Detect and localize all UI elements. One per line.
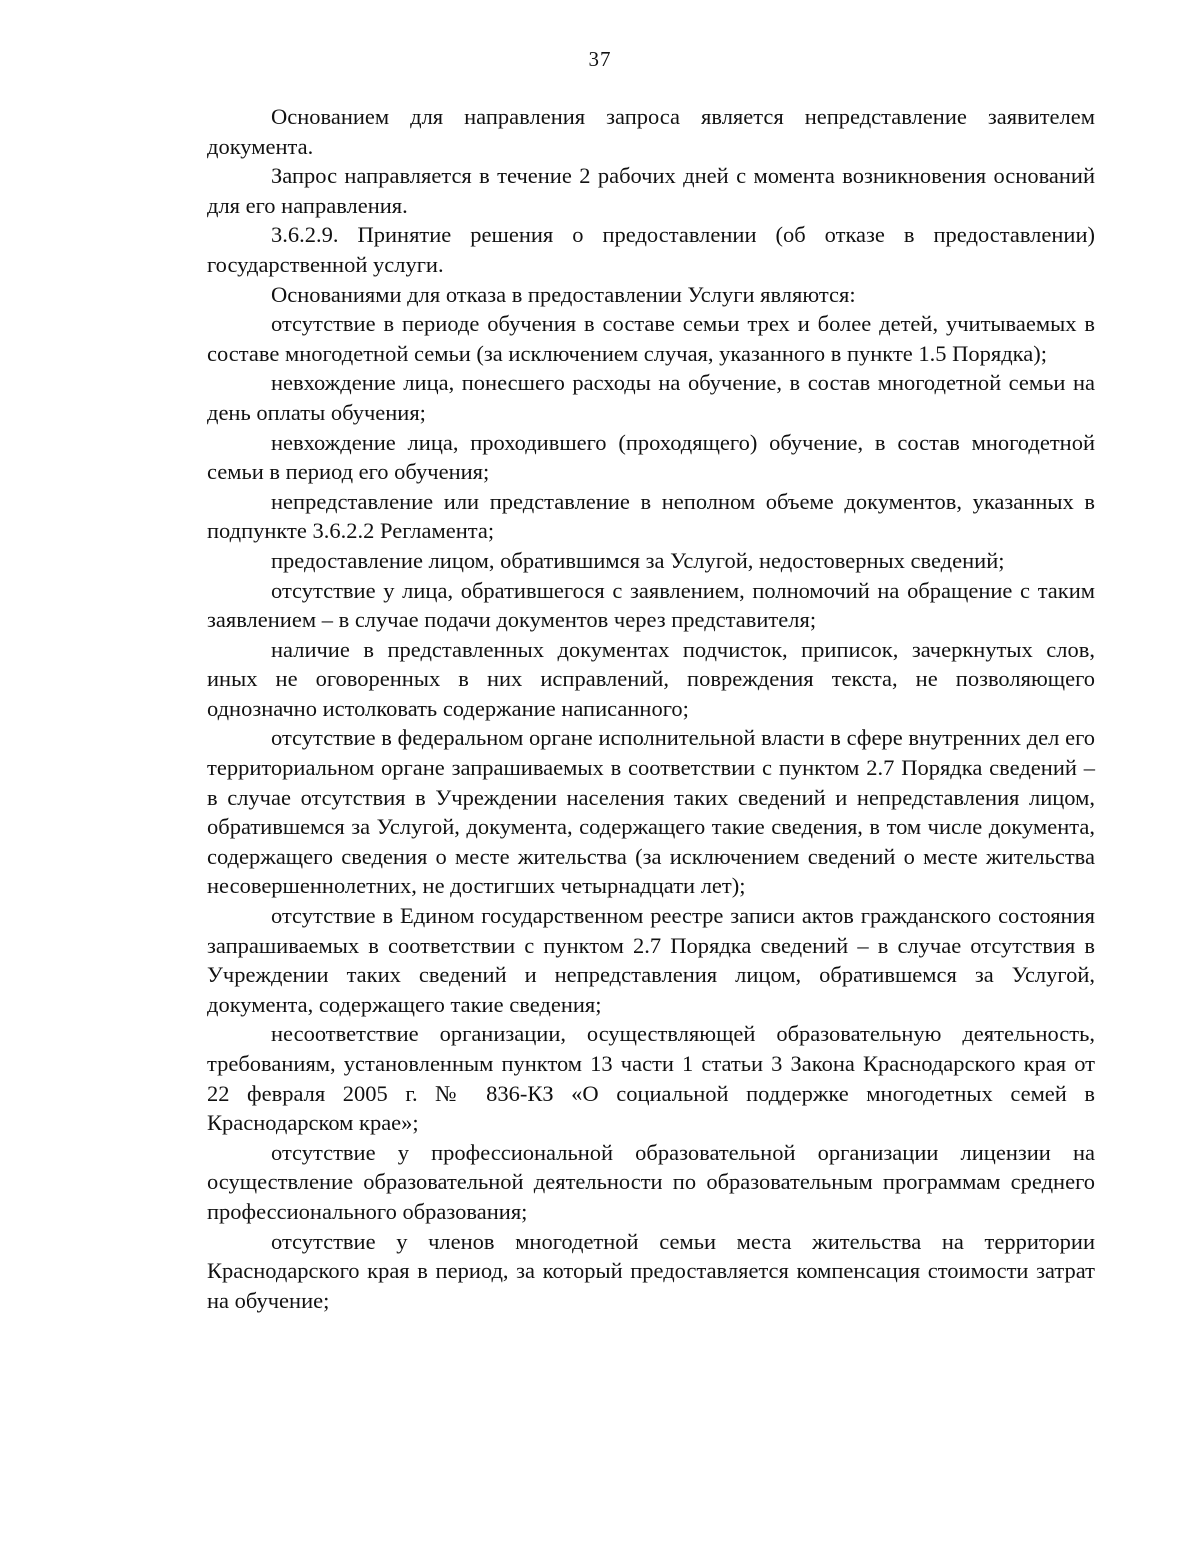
list-item-refusal-ground: отсутствие у профессиональной образовательной организации лицензии на осуществление образовательной деятельности по образовательным программам среднего профессионального образования; xyxy=(207,1139,1095,1224)
list-item-refusal-ground: предоставление лицом, обратившимся за Услугой, недостоверных сведений; xyxy=(271,547,1005,573)
paragraph-request-basis: Основанием для направления запроса является непредставление заявителем документа. xyxy=(207,104,1095,159)
page-number: 37 xyxy=(588,47,612,71)
list-item-refusal-ground: отсутствие у лица, обратившегося с заявлением, полномочий на обращение с таким заявлением – в случае подачи документов через представителя; xyxy=(207,577,1095,633)
paragraph-section-3-6-2-9: 3.6.2.9. Принятие решения о предоставлении (об отказе в предоставлении) государственной услуги. xyxy=(207,222,1095,277)
paragraph-refusal-grounds-intro: Основаниями для отказа в предоставлении Услуги являются: xyxy=(271,281,856,307)
list-item-refusal-ground: наличие в представленных документах подчисток, приписок, зачеркнутых слов, иных не оговоренных в них исправлений, повреждения текста, не позволяющего однозначно истолковать содержание написанного; xyxy=(207,636,1095,721)
list-item-refusal-ground: отсутствие в Едином государственном реестре записи актов гражданского состояния запрашиваемых в соответствии с пунктом 2.7 Порядка сведений – в случае отсутствия в Учреждении таких сведений и непредставления лицом, обратившемся за Услугой, документа, содержащего такие сведения; xyxy=(207,903,1095,1017)
list-item-refusal-ground: отсутствие у членов многодетной семьи места жительства на территории Краснодарского края в период, за который предоставляется компенсация стоимости затрат на обучение; xyxy=(207,1228,1095,1313)
list-item-refusal-ground: отсутствие в федеральном органе исполнительной власти в сфере внутренних дел его территориальном органе запрашиваемых в соответствии с пунктом 2.7 Порядка сведений – в случае отсутствия в Учреждении населения таких сведений и непредставления лицом, обратившемся за Услугой, документа, содержащего такие сведения, в том числе документа, содержащего сведения о месте жительства (за исключением сведений о месте жительства несовершеннолетних, не достигших четырнадцати лет); xyxy=(207,725,1095,899)
document-body xyxy=(207,102,1095,1315)
list-item-refusal-ground: отсутствие в периоде обучения в составе семьи трех и более детей, учитываемых в составе многодетной семьи (за исключением случая, указанного в пункте 1.5 Порядка); xyxy=(207,311,1095,366)
list-item-refusal-ground: невхождение лица, понесшего расходы на обучение, в состав многодетной семьи на день оплаты обучения; xyxy=(207,370,1095,425)
list-item-refusal-ground: несоответствие организации, осуществляющей образовательную деятельность, требованиям, установленным пунктом 13 части 1 статьи 3 Закона Краснодарского края от 22 февраля 2005 г. № 836-КЗ «О социальной поддержке многодетных семей в Краснодарском крае»; xyxy=(207,1021,1095,1136)
list-item-refusal-ground: непредставление или представление в неполном объеме документов, указанных в подпункте 3.6.2.2 Регламента; xyxy=(207,488,1095,544)
list-item-refusal-ground: невхождение лица, проходившего (проходящего) обучение, в состав многодетной семьи в период его обучения; xyxy=(207,429,1095,485)
paragraph-request-deadline: Запрос направляется в течение 2 рабочих дней с момента возникновения оснований для его направления. xyxy=(207,163,1095,218)
